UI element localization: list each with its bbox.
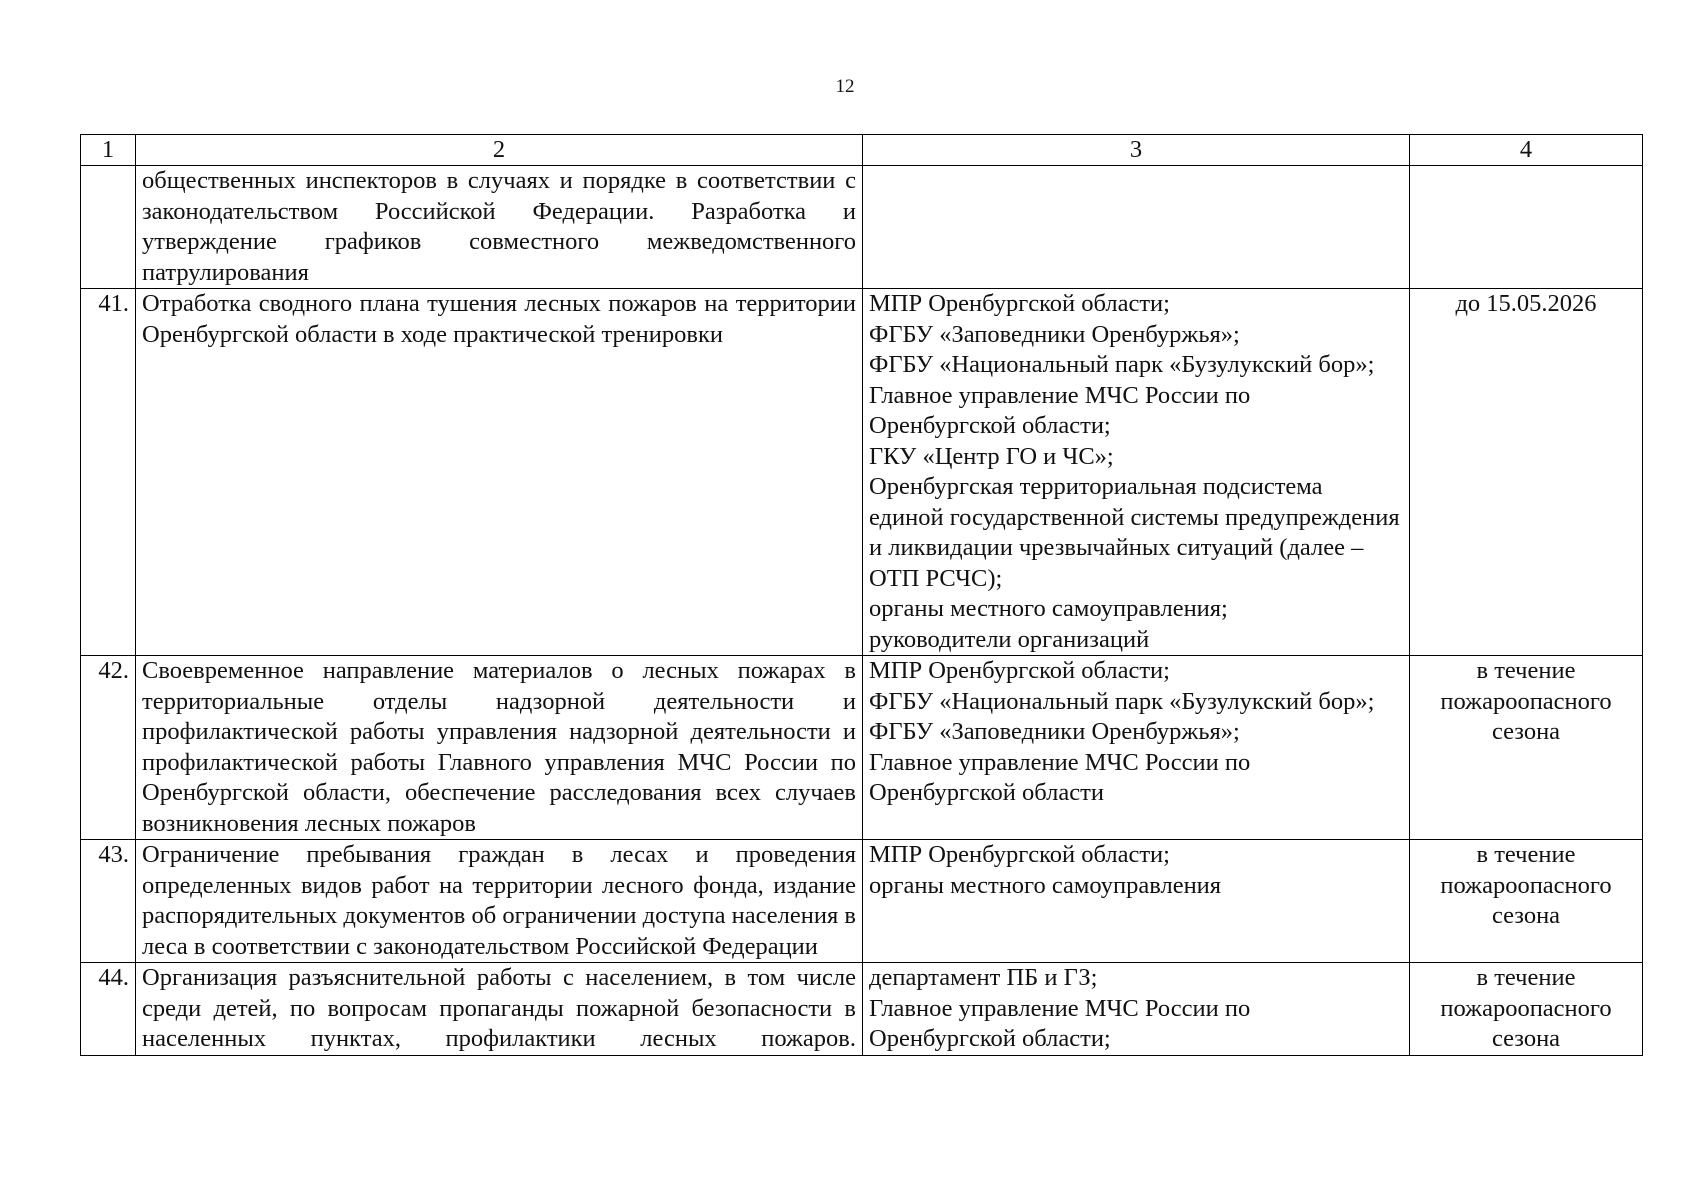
row-description: общественных инспекторов в случаях и порядке в соответствии с законодательством Российской Федерации. Разработка и утверждение графиков совместного межведомственного патрулирования xyxy=(136,166,863,289)
table-row xyxy=(81,963,1643,1056)
executor-item: МПР Оренбургской области; xyxy=(869,657,1170,684)
row-number: 43. xyxy=(81,840,136,963)
page-number: 12 xyxy=(835,76,855,97)
executor-item: Главное управление МЧС России по Оренбургской области xyxy=(869,748,1251,806)
header-col-3: 3 xyxy=(863,135,1410,166)
executor-item: органы местного самоуправления xyxy=(869,871,1222,899)
executor-item: ФГБУ «Национальный парк «Бузулукский бор»; xyxy=(869,687,1375,715)
header-col-2: 2 xyxy=(136,135,863,166)
executor-item: ФГБУ «Заповедники Оренбуржья»; xyxy=(869,320,1240,348)
executor-item: Оренбургская территориальная подсистема единой государственной системы предупреждения и ликвидации чрезвычайных ситуаций (далее – ОТП РСЧС); xyxy=(869,473,1400,592)
row-number: 41. xyxy=(81,289,136,656)
row-period xyxy=(1410,166,1643,289)
header-col-4: 4 xyxy=(1410,135,1643,166)
table-row xyxy=(81,289,1643,656)
table-row xyxy=(81,840,1643,963)
row-description: Своевременное направление материалов о лесных пожарах в территориальные отделы надзорной деятельности и профилактической работы управления надзорной деятельности и профилактической работы Главного управления МЧС России по Оренбургской области, обеспечение расследования всех случаев возникновения лесных пожаров xyxy=(136,656,863,840)
executor-item: руководители организаций xyxy=(869,625,1150,653)
row-period: в течение пожароопасного сезона xyxy=(1410,840,1643,963)
executor-item: ФГБУ «Заповедники Оренбуржья»; xyxy=(869,718,1240,745)
row-executors xyxy=(863,963,1410,1056)
row-number: 44. xyxy=(81,963,136,1056)
executor-item: органы местного самоуправления; xyxy=(869,595,1228,622)
executor-item: ГКУ «Центр ГО и ЧС»; xyxy=(869,442,1114,470)
executor-item: Главное управление МЧС России по Оренбургской области; xyxy=(869,381,1251,439)
row-executors xyxy=(863,166,1410,289)
table-header-row xyxy=(81,135,1643,166)
executor-item: департамент ПБ и ГЗ; xyxy=(869,964,1098,991)
row-description: Организация разъяснительной работы с населением, в том числе среди детей, по вопросам пропаганды пожарной безопасности в населенных пунктах, профилактики лесных пожаров. xyxy=(136,963,863,1056)
row-period: в течение пожароопасного сезона xyxy=(1410,656,1643,840)
table-row xyxy=(81,166,1643,289)
row-executors xyxy=(863,289,1410,656)
row-description: Отработка сводного плана тушения лесных пожаров на территории Оренбургской области в ходе практической тренировки xyxy=(136,289,863,656)
row-description: Ограничение пребывания граждан в лесах и проведения определенных видов работ на территории лесного фонда, издание распорядительных документов об ограничении доступа населения в леса в соответствии с законодательством Российской Федерации xyxy=(136,840,863,963)
row-period: в течение пожароопасного сезона xyxy=(1410,963,1643,1056)
measures-table xyxy=(80,134,1643,1056)
executor-item: МПР Оренбургской области; xyxy=(869,841,1170,868)
row-executors xyxy=(863,656,1410,840)
executor-item: Главное управление МЧС России по Оренбургской области; xyxy=(869,994,1251,1052)
row-executors xyxy=(863,840,1410,963)
executor-item: ФГБУ «Национальный парк «Бузулукский бор»; xyxy=(869,351,1375,378)
row-number: 42. xyxy=(81,656,136,840)
header-col-1: 1 xyxy=(81,135,136,166)
table-row xyxy=(81,656,1643,840)
row-number xyxy=(81,166,136,289)
executor-item: МПР Оренбургской области; xyxy=(869,290,1170,317)
row-period: до 15.05.2026 xyxy=(1410,289,1643,656)
